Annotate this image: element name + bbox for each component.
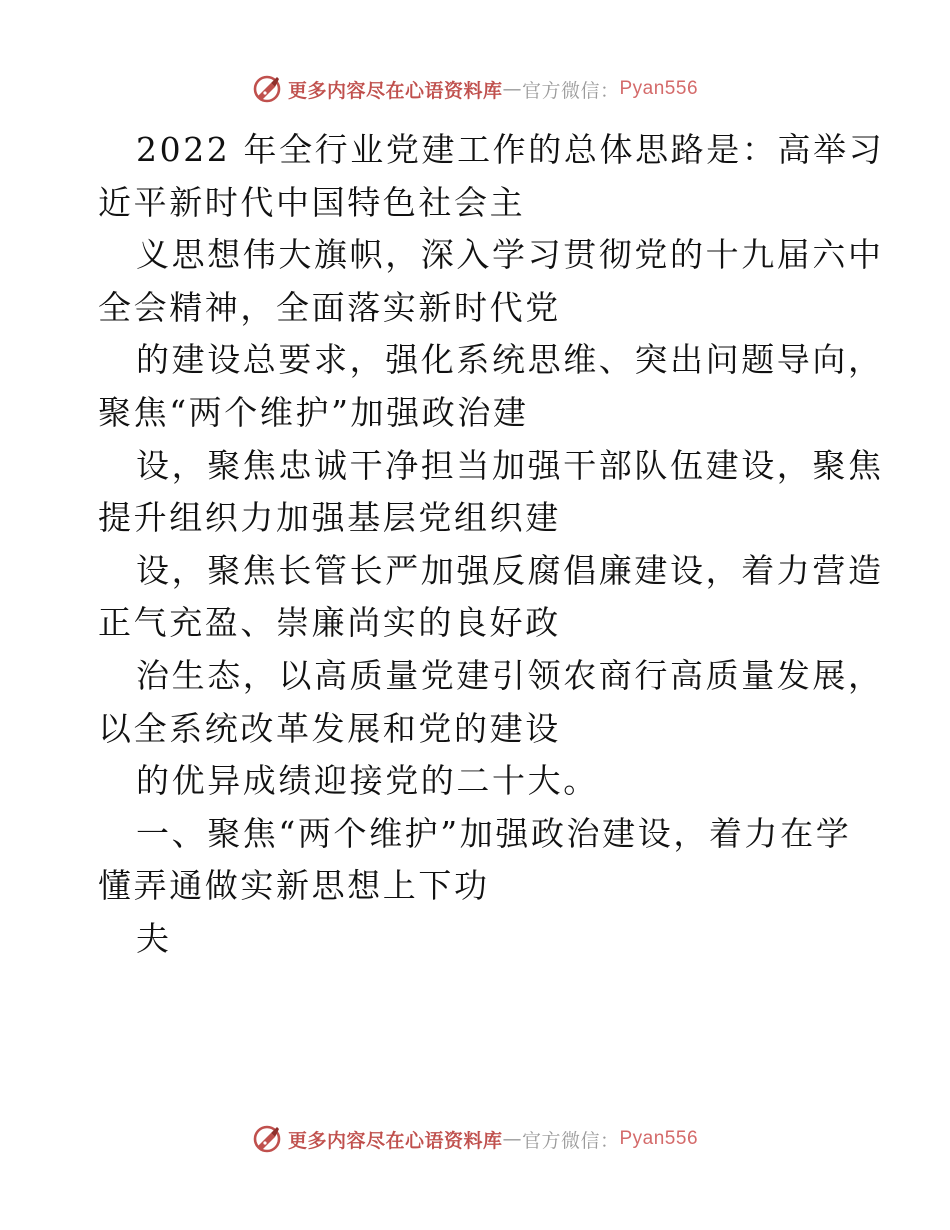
text-line: 的优异成绩迎接党的二十大。 (136, 761, 599, 801)
text-line: 近平新时代中国特色社会主 (98, 182, 526, 222)
pen-nib-logo-icon (252, 1124, 282, 1154)
text-line: 懂弄通做实新思想上下功 (98, 866, 490, 906)
text-line: 治生态，以高质量党建引领农商行高质量发展， (136, 655, 884, 695)
watermark-wechat-id: Pyan556 (619, 78, 699, 99)
header-watermark (0, 72, 950, 106)
watermark-separator: — (502, 1128, 522, 1150)
text-line: 夫 (136, 918, 172, 958)
watermark-label: 官方微信： (521, 79, 620, 102)
text-line: 正气充盈、崇廉尚实的良好政 (98, 603, 561, 643)
text-line: 以全系统改革发展和党的建设 (98, 708, 561, 748)
watermark-main-text: 更多内容尽在心语资料库 (287, 1129, 503, 1152)
text-line: 义思想伟大旗帜，深入学习贯彻党的十九届六中 (136, 235, 884, 275)
watermark-text (288, 1126, 698, 1153)
text-line: 设，聚焦忠诚干净担当加强干部队伍建设，聚焦 (136, 445, 884, 485)
text-line: 的建设总要求，强化系统思维、突出问题导向， (136, 340, 884, 380)
document-body (98, 124, 885, 966)
watermark-main-text: 更多内容尽在心语资料库 (287, 79, 503, 102)
text-line: 2022 年全行业党建工作的总体思路是：高举习 (136, 130, 885, 169)
text-line: 全会精神，全面落实新时代党 (98, 287, 561, 327)
text-line: 一、聚焦“两个维护”加强政治建设，着力在学 (136, 813, 852, 853)
watermark-separator: — (502, 78, 522, 100)
watermark-label: 官方微信： (521, 1129, 620, 1152)
pen-nib-logo-icon (252, 74, 282, 104)
text-line: 提升组织力加强基层党组织建 (98, 498, 561, 538)
footer-watermark (0, 1122, 950, 1156)
watermark-wechat-id: Pyan556 (619, 1128, 699, 1149)
watermark-text (288, 76, 698, 103)
text-line: 设，聚焦长管长严加强反腐倡廉建设，着力营造 (136, 550, 884, 590)
text-line: 聚焦“两个维护”加强政治建 (98, 392, 529, 432)
